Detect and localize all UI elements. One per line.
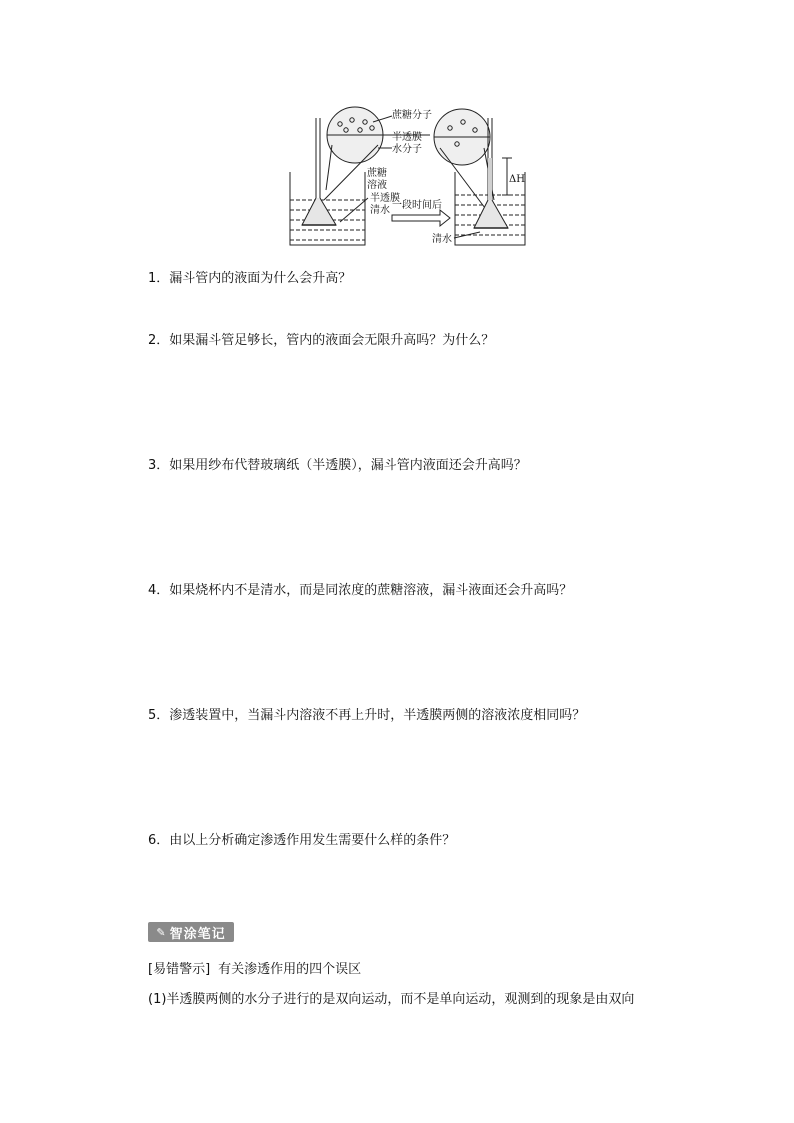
notes-badge-label: 智涂笔记 <box>169 926 226 942</box>
label-sucrose-molecule: 蔗糖分子 <box>392 110 432 121</box>
question-text: 如果烧杯内不是清水，而是同浓度的蔗糖溶液，漏斗液面还会升高吗？ <box>169 583 573 598</box>
question-2 <box>148 332 494 350</box>
osmosis-figure <box>280 100 530 250</box>
question-number: 4． <box>148 583 170 598</box>
question-number: 3． <box>148 458 170 473</box>
question-5 <box>148 707 585 725</box>
question-6 <box>148 832 455 850</box>
note-paragraph-1: (1)半透膜两侧的水分子进行的是双向运动，而不是单向运动，观测到的现象是由双向 <box>148 992 635 1007</box>
question-text: 由以上分析确定渗透作用发生需要什么样的条件？ <box>169 833 456 848</box>
time-arrow <box>392 198 450 226</box>
question-number: 2． <box>148 333 170 348</box>
label-clear-water-right: 清水 <box>432 234 452 245</box>
pencil-icon: ✎ <box>156 925 167 939</box>
label-clear-water-left: 清水 <box>370 205 390 216</box>
label-membrane-left: 半透膜 <box>370 193 400 204</box>
warning-tag: [易错警示] <box>148 962 211 977</box>
label-sucrose: 蔗糖 <box>367 168 387 179</box>
arrow-text: 一段时间后 <box>392 200 442 211</box>
question-number: 6． <box>148 833 170 848</box>
label-delta-h: ΔH <box>509 174 525 185</box>
question-1 <box>148 270 351 288</box>
warning-title: 有关渗透作用的四个误区 <box>218 962 362 977</box>
question-3 <box>148 457 527 475</box>
question-4 <box>148 582 572 600</box>
osmosis-diagram <box>280 100 530 250</box>
question-text: 如果漏斗管足够长，管内的液面会无限升高吗？为什么？ <box>169 333 495 348</box>
label-solution: 溶液 <box>367 180 387 191</box>
question-number: 1． <box>148 271 170 286</box>
label-water-molecule: 水分子 <box>392 144 422 155</box>
question-text: 漏斗管内的液面为什么会升高？ <box>169 271 352 286</box>
question-text: 渗透装置中，当漏斗内溶液不再上升时，半透膜两侧的溶液浓度相同吗？ <box>169 708 586 723</box>
question-number: 5． <box>148 708 170 723</box>
notes-badge <box>148 922 234 942</box>
error-warning-heading <box>148 958 361 977</box>
right-magnified-circle <box>434 109 494 212</box>
label-membrane-top: 半透膜 <box>392 132 422 143</box>
question-text: 如果用纱布代替玻璃纸（半透膜），漏斗管内液面还会升高吗？ <box>169 458 527 473</box>
